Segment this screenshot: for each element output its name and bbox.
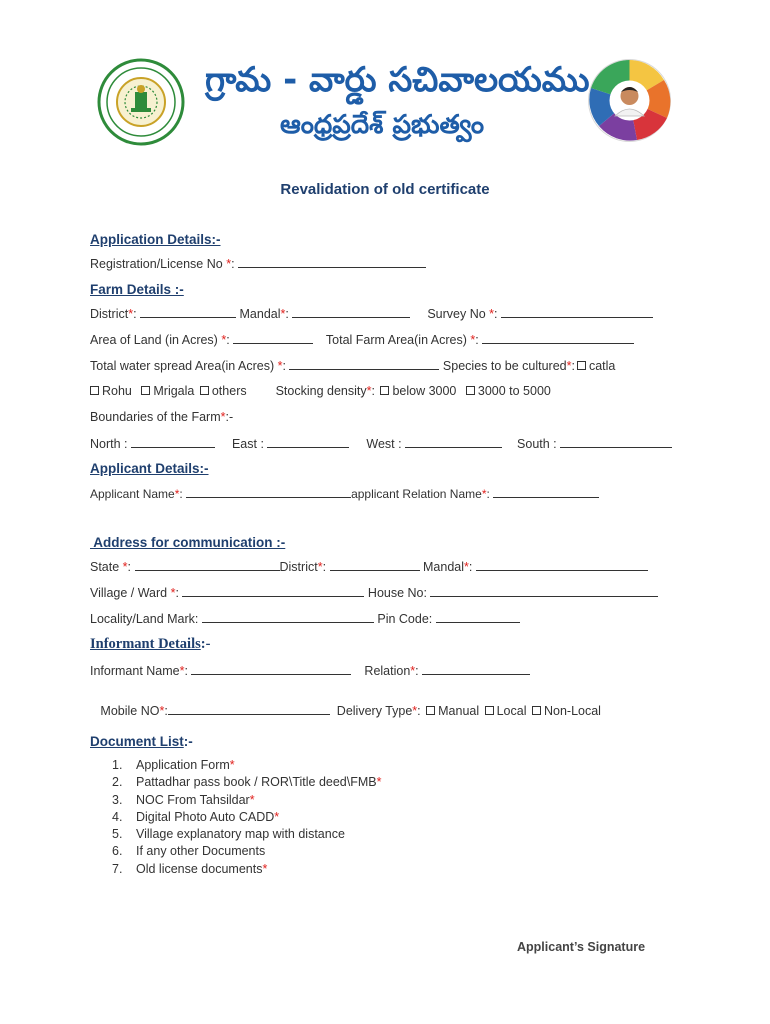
farm-district-field[interactable]	[140, 306, 236, 318]
farm-row-3: Total water spread Area(in Acres) *: Species to be cultured*: catla	[90, 359, 616, 373]
west-field[interactable]	[405, 436, 502, 448]
mrigala-checkbox[interactable]	[141, 386, 150, 395]
application-details-heading: Application Details:-	[90, 232, 221, 247]
list-item: 3. NOC From Tahsildar*	[112, 792, 255, 807]
farm-mandal-field[interactable]	[292, 306, 410, 318]
applicant-row: Applicant Name*: applicant Relation Name*:	[90, 486, 599, 501]
total-farm-area-field[interactable]	[482, 332, 634, 344]
rohu-checkbox[interactable]	[90, 386, 99, 395]
header-subtitle: ఆంధ్రప్రదేశ్ ప్రభుత్వం	[280, 110, 485, 140]
boundaries-fields-row: North : East : West : South :	[90, 436, 672, 451]
area-of-land-field[interactable]	[233, 332, 313, 344]
water-spread-field[interactable]	[289, 358, 439, 370]
catla-checkbox[interactable]	[577, 361, 586, 370]
informant-relation-field[interactable]	[422, 663, 530, 675]
header-title: గ్రామ - వార్డు సచివాలయము	[205, 60, 590, 100]
south-field[interactable]	[560, 436, 672, 448]
farm-row-1: District*: Mandal*: Survey No *:	[90, 306, 653, 321]
below-3000-checkbox[interactable]	[380, 386, 389, 395]
local-checkbox[interactable]	[485, 706, 494, 715]
list-item: 2. Pattadhar pass book / ROR\Title deed\FMB*	[112, 775, 382, 790]
informant-details-heading: Informant Details:-	[90, 636, 211, 652]
range-3000-5000-checkbox[interactable]	[466, 386, 475, 395]
address-row-1: State *: District*: Mandal*:	[90, 559, 648, 574]
pin-code-field[interactable]	[436, 611, 520, 623]
list-item: 4. Digital Photo Auto CADD*	[112, 809, 280, 824]
ap-emblem-logo	[97, 58, 185, 146]
applicant-name-field[interactable]	[186, 486, 351, 498]
registration-field[interactable]	[238, 256, 426, 268]
address-row-3: Locality/Land Mark: Pin Code:	[90, 611, 520, 626]
east-field[interactable]	[267, 436, 349, 448]
list-item: 1. Application Form*	[112, 758, 235, 772]
registration-row: Registration/License No *:	[90, 256, 426, 271]
document-list	[112, 757, 382, 878]
boundaries-row: Boundaries of the Farm*:-	[90, 410, 234, 424]
farm-row-4: Rohu Mrigala others Stocking density*: below 3000 3000 to 5000	[90, 384, 551, 398]
applicant-signature-label: Applicant’s Signature	[517, 940, 646, 954]
non-local-checkbox[interactable]	[532, 706, 541, 715]
farm-row-2: Area of Land (in Acres) *: Total Farm Area(in Acres) *:	[90, 332, 634, 347]
list-item: 7. Old license documents*	[112, 861, 268, 876]
address-heading: Address for communication :-	[90, 535, 286, 550]
address-row-2: Village / Ward *: House No:	[90, 585, 658, 600]
applicant-relation-field[interactable]	[493, 486, 599, 498]
village-field[interactable]	[182, 585, 364, 597]
list-item: 5. Village explanatory map with distance	[112, 827, 345, 842]
registration-label: Registration/License No	[90, 257, 223, 271]
list-item: 6. If any other Documents	[112, 844, 266, 859]
document-list-heading: Document List:-	[90, 734, 193, 749]
applicant-details-heading: Applicant Details:-	[90, 461, 209, 476]
survey-no-field[interactable]	[501, 306, 653, 318]
informant-row-1: Informant Name*: Relation*:	[90, 663, 530, 678]
house-no-field[interactable]	[430, 585, 658, 597]
address-mandal-field[interactable]	[476, 559, 648, 571]
state-field[interactable]	[135, 559, 280, 571]
informant-name-field[interactable]	[191, 663, 351, 675]
locality-field[interactable]	[202, 611, 374, 623]
farm-details-heading: Farm Details :-	[90, 282, 184, 297]
mobile-no-field[interactable]	[168, 703, 330, 715]
others-checkbox[interactable]	[200, 386, 209, 395]
form-title: Revalidation of old certificate	[280, 181, 490, 198]
address-district-field[interactable]	[330, 559, 420, 571]
north-field[interactable]	[131, 436, 215, 448]
cm-portrait-circle-logo	[587, 58, 672, 143]
informant-row-2: Mobile NO*: Delivery Type*: Manual Local Non-Local	[96, 704, 601, 718]
manual-checkbox[interactable]	[426, 706, 435, 715]
